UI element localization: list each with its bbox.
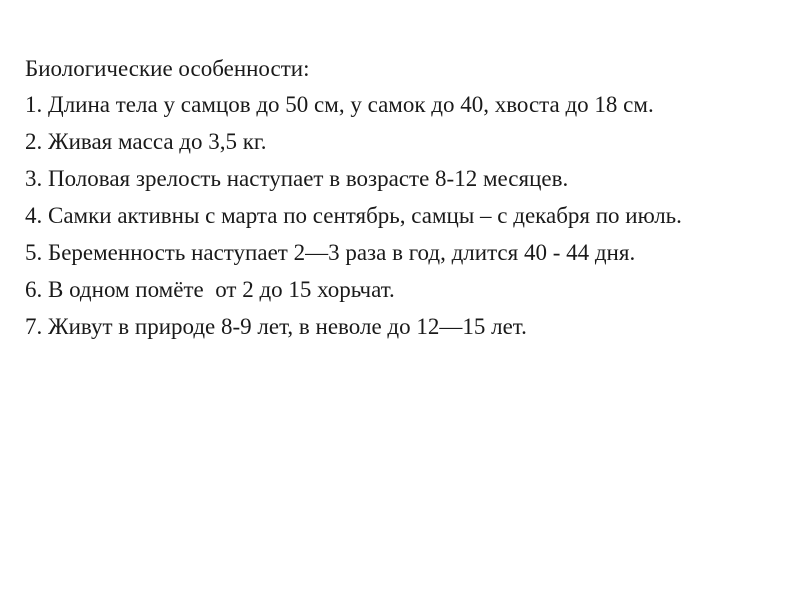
list-item-1: 1. Длина тела у самцов до 50 см, у самок до 40, хвоста до 18 см. bbox=[25, 92, 654, 117]
list-item-7: 7. Живут в природе 8-9 лет, в неволе до 12—15 лет. bbox=[25, 314, 527, 339]
list-item-5: 5. Беременность наступает 2—3 раза в год, длится 40 - 44 дня. bbox=[25, 240, 636, 265]
slide-content bbox=[25, 54, 713, 349]
slide-heading: Биологические особенности: bbox=[25, 56, 310, 81]
list-item-2: 2. Живая масса до 3,5 кг. bbox=[25, 129, 267, 154]
list-item-6: 6. В одном помёте от 2 до 15 хорьчат. bbox=[25, 277, 395, 302]
list-item-4: 4. Самки активны с марта по сентябрь, самцы – с декабря по июль. bbox=[25, 203, 682, 228]
list-item-3: 3. Половая зрелость наступает в возрасте 8-12 месяцев. bbox=[25, 166, 569, 191]
